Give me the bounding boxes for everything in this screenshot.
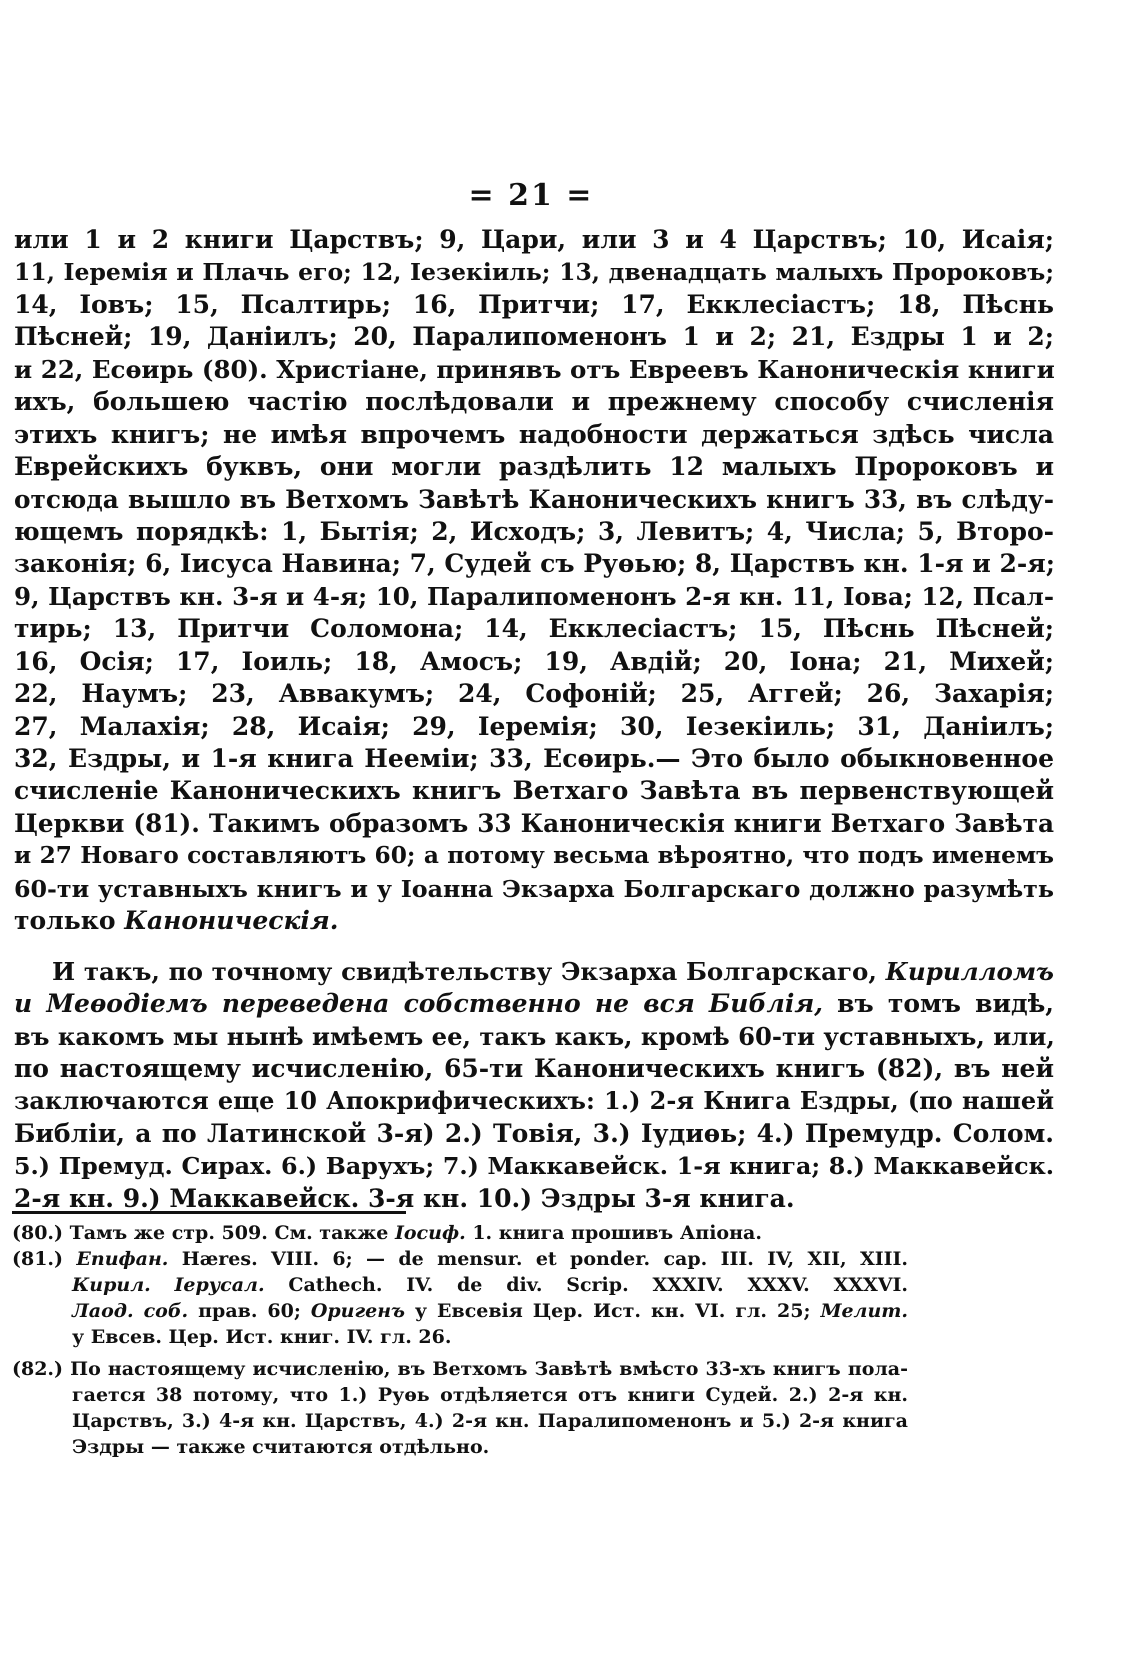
text-line: 27, Малахія; 28, Исаія; 29, Іеремія; 30, Іезекіиль; 31, Даніилъ; xyxy=(14,711,1054,741)
text-span: И такъ, по точному свидѣтельству Экзарха Болгарскаго, xyxy=(52,956,886,986)
paragraph-gap xyxy=(14,938,1054,956)
footnote-82-line: Царствъ, 3.) 4-я кн. Царствъ, 4.) 2-я кн. Паралипоменонъ и 5.) 2-я книга xyxy=(72,1410,908,1432)
text-span: прав. 60; xyxy=(188,1300,311,1322)
text-line: 5.) Премуд. Сирах. 6.) Варухъ; 7.) Маккавейск. 1-я книга; 8.) Маккавейск. xyxy=(14,1152,1054,1181)
italic-span: Епифан. xyxy=(63,1248,169,1270)
text-span: Тамъ же стр. 509. См. также xyxy=(63,1222,395,1244)
footnote-82: (82.) По настоящему исчисленію, въ Ветхомъ Завѣтѣ вмѣсто 33-хъ книгъ пола- xyxy=(12,1358,908,1380)
text-span: въ томъ видѣ, xyxy=(822,989,1054,1019)
text-line: ихъ, большею частію послѣдовали и прежнему способу счисленія xyxy=(14,387,1054,417)
text-line: заключаются еще 10 Апокрифическихъ: 1.) 2-я Книга Ездры, (по нашей xyxy=(14,1086,1054,1116)
text-line xyxy=(14,905,1054,937)
text-line: Библіи, а по Латинской 3-я) 2.) Товія, 3.) Іудиѳь; 4.) Премудр. Солом. xyxy=(14,1118,1054,1148)
footnote-81-line xyxy=(12,1298,908,1324)
main-text xyxy=(14,224,1054,1215)
text-span: только xyxy=(14,906,125,936)
text-line: ющемъ порядкѣ: 1, Бытія; 2, Исходъ; 3, Левитъ; 4, Числа; 5, Второ- xyxy=(14,516,1054,546)
italic-span: Іосиф. xyxy=(395,1222,466,1244)
text-line xyxy=(14,956,1054,988)
text-line: Пѣсней; 19, Даніилъ; 20, Паралипоменонъ 1 и 2; 21, Ездры 1 и 2; xyxy=(14,322,1054,352)
text-span: у Евсевія Цер. Ист. кн. VI. гл. 25; xyxy=(404,1300,821,1322)
text-line: 14, Іовъ; 15, Псалтирь; 16, Притчи; 17, Екклесіастъ; 18, Пѣснь xyxy=(14,289,1054,319)
italic-span: и Меѳодіемъ переведена собственно не вся Библія, xyxy=(14,989,823,1019)
text-line: 32, Ездры, и 1-я книга Нееміи; 33, Есѳирь.— Это было обыкновенное xyxy=(14,744,1054,773)
footnote-82-line: гается 38 потому, что 1.) Руѳь отдѣляется отъ книги Судей. 2.) 2-я кн. xyxy=(72,1384,908,1406)
page-number: = 21 = xyxy=(468,178,594,213)
italic-span: Каноническія. xyxy=(124,906,339,936)
text-span: Hæres. VIII. 6; — de mensur. et ponder. cap. III. IV, XII, XIII. xyxy=(168,1248,908,1270)
text-line xyxy=(14,988,1054,1020)
text-line: 11, Іеремія и Плачь его; 12, Іезекіиль; 13, двенадцать малыхъ Пророковъ; xyxy=(14,258,1054,287)
text-line: счисленіе Каноническихъ книгъ Ветхаго Завѣта въ первенствующей xyxy=(14,776,1054,806)
footnotes xyxy=(12,1220,908,1460)
footnote-82-line: Эздры — также считаются отдѣльно. xyxy=(72,1436,490,1458)
text-line: въ какомъ мы нынѣ имѣемъ ее, такъ какъ, кромѣ 60-ти уставныхъ, или, xyxy=(14,1021,1055,1051)
italic-span: Лаод. соб. xyxy=(72,1300,189,1322)
footnote-mark: (80.) xyxy=(12,1222,64,1244)
text-line: 22, Наумъ; 23, Аввакумъ; 24, Софоній; 25, Аггей; 26, Захарія; xyxy=(14,679,1054,709)
text-line: 9, Царствъ кн. 3-я и 4-я; 10, Паралипоменонъ 2-я кн. 11, Іова; 12, Псал- xyxy=(14,581,1054,611)
footnote-81-line: у Евсев. Цер. Ист. книг. IV. гл. 26. xyxy=(72,1326,452,1348)
text-line: тирь; 13, Притчи Соломона; 14, Екклесіастъ; 15, Пѣснь Пѣсней; xyxy=(14,614,1054,644)
footnote-mark: (81.) xyxy=(12,1248,64,1270)
italic-span: Мелит. xyxy=(820,1300,908,1322)
text-line: или 1 и 2 книги Царствъ; 9, Цари, или 3 и 4 Царствъ; 10, Исаія; xyxy=(14,225,1054,254)
footnote-separator xyxy=(12,1211,406,1214)
text-line: отсюда вышло въ Ветхомъ Завѣтѣ Каноническихъ книгъ 33, въ слѣду- xyxy=(14,484,1054,514)
text-line: 2-я кн. 9.) Маккавейск. 3-я кн. 10.) Эздры 3-я книга. xyxy=(14,1183,795,1213)
footnote-81 xyxy=(12,1246,908,1272)
text-span: Cathech. IV. de div. Scrip. XXXIV. XXXV. XXXVI. xyxy=(264,1274,908,1296)
text-line: 16, Осія; 17, Іоиль; 18, Амосъ; 19, Авдій; 20, Іона; 21, Михей; xyxy=(14,646,1054,676)
text-line: Церкви (81). Такимъ образомъ 33 Каноническія книги Ветхаго Завѣта xyxy=(14,808,1054,838)
text-line: этихъ книгъ; не имѣя впрочемъ надобности держаться здѣсь числа xyxy=(14,419,1054,449)
text-span: 1. книга прошивъ Апіона. xyxy=(465,1222,762,1244)
italic-span: Кирил. Іерусал. xyxy=(72,1274,265,1296)
text-line: и 27 Новаго составляютъ 60; а потому весьма вѣроятно, что подъ именемъ xyxy=(14,842,1054,870)
italic-span: Кирилломъ xyxy=(885,956,1054,986)
text-line: законія; 6, Іисуса Навина; 7, Судей съ Руѳью; 8, Царствъ кн. 1-я и 2-я; xyxy=(14,549,1055,579)
text-line: и 22, Есѳирь (80). Христіане, принявъ отъ Евреевъ Каноническія книги xyxy=(14,354,1055,384)
text-line: 60-ти уставныхъ книгъ и у Іоанна Экзарха Болгарскаго должно разумѣть xyxy=(14,874,1054,903)
text-line: по настоящему исчисленію, 65-ти Каноническихъ книгъ (82), въ ней xyxy=(14,1053,1054,1083)
italic-span: Оригенъ xyxy=(310,1300,405,1322)
footnote-80 xyxy=(12,1220,908,1246)
footnote-81-line xyxy=(12,1272,908,1298)
text-line: Еврейскихъ буквъ, они могли раздѣлить 12 малыхъ Пророковъ и xyxy=(14,452,1054,482)
